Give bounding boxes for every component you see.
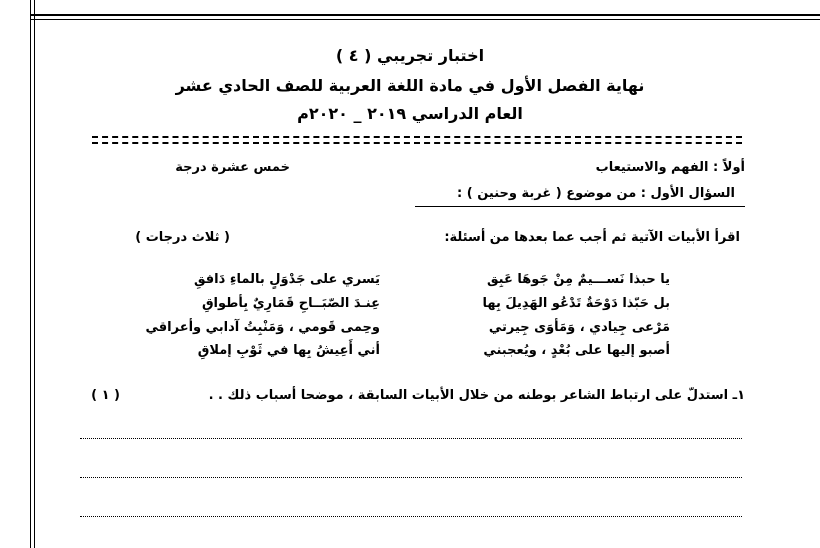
verse-first-half: بل حَبّذا دَوْحَةٌ تَدْعُو الهَدِيلَ بِها xyxy=(482,296,670,311)
question-title: السؤال الأول : من موضوع ( غربة وحنين ) : xyxy=(457,186,735,201)
section-grade: خمس عشرة درجة xyxy=(175,160,290,175)
instruction-grade: ( ثلاث درجات ) xyxy=(135,230,230,245)
answer-line[interactable] xyxy=(80,516,742,517)
academic-year: العام الدراسي ٢٠١٩ _ ٢٠٢٠م xyxy=(297,104,523,123)
page-border-top xyxy=(30,14,820,16)
instruction-text: اقرأ الأبيات الآتية ثم أجب عما بعدها من أسئلة: xyxy=(444,230,740,245)
exam-subtitle: نهاية الفصل الأول في مادة اللغة العربية للصف الحادي عشر xyxy=(175,76,645,95)
separator-line xyxy=(92,142,742,144)
verse-second-half: أني أَعِيشُ بِها في ثَوْبِ إملاقِ xyxy=(197,343,380,358)
verse-first-half: مَرْعى جِيادي ، وَمَأوَى جِيرتي xyxy=(488,320,670,335)
page-border-top-inner xyxy=(30,19,820,20)
verse-first-half: يا حبذا نَســـيمٌ مِنْ جَوهَا عَبِق xyxy=(486,272,670,287)
exam-title: اختبار تجريبي ( ٤ ) xyxy=(335,46,485,65)
answer-line[interactable] xyxy=(80,477,742,478)
question-title-underline xyxy=(415,206,745,207)
answer-line[interactable] xyxy=(80,438,742,439)
verse-first-half: أصبو إليها على بُعْدٍ ، ويُعجبني xyxy=(483,343,670,358)
verse-second-half: يَسري على جَدْوَلٍ بالماءِ دَافقِ xyxy=(193,272,380,287)
separator-line xyxy=(92,136,742,138)
question-1-grade: ( ١ ) xyxy=(91,388,120,403)
section-title: أولاً : الفهم والاستيعاب xyxy=(595,160,745,175)
verse-second-half: عِنـدَ الصّبَــاحِ قَمَارِيٌ بِأطواقِ xyxy=(201,296,380,311)
verse-second-half: وحِمى قَومي ، وَمَنْبِتُ آدابي وأعراقي xyxy=(145,320,380,335)
question-1-text: ١ـ استدلّ على ارتباط الشاعر بوطنه من خلال الأبيات السابقة ، موضحا أسباب ذلك . . xyxy=(208,388,745,403)
